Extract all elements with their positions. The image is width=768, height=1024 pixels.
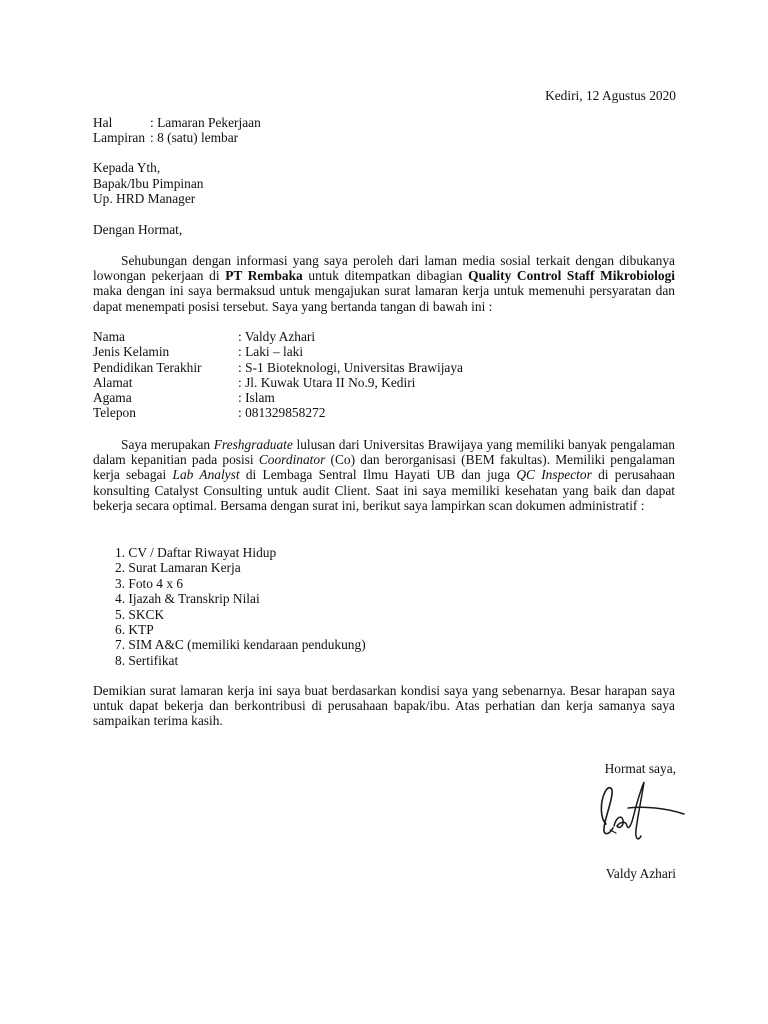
signature-image [596,778,688,846]
identity-label: Jenis Kelamin [93,344,170,359]
list-item: 1. CV / Daftar Riwayat Hidup [115,545,277,560]
intro-text-1: Sehubungan dengan informasi yang saya peroleh dari laman media sosial terkait dengan dibukanya lowongan pekerjaan di [93,253,675,284]
greeting: Dengan Hormat, [93,222,183,237]
intro-paragraph [93,253,675,314]
subject-value: : Lamaran Pekerjaan [150,115,261,130]
attachment-label: Lampiran [93,130,146,145]
identity-row-gender [93,344,303,359]
identity-label: Nama [93,329,125,344]
body-text-a: Saya merupakan [121,437,214,452]
letter-date: Kediri, 12 Agustus 2020 [545,88,676,103]
intro-text-3: maka dengan ini saya bermaksud untuk mengajukan surat lamaran kerja untuk memenuhi persyaratan dan dapat menempati posisi tersebut. Saya yang bertanda tangan di bawah ini : [93,283,675,314]
list-item: 5. SKCK [115,606,165,622]
coordinator-term: Coordinator [258,452,326,468]
body-text-e: di perusahaan konsulting Catalyst Consulting untuk audit Client. Saat ini saya memiliki kesehatan yang baik dan dapat bekerja secara optimal. Bersama dengan surat ini, berikut saya lampirkan scan dokumen administratif : [93,467,676,513]
recipient-line-2: Bapak/Ibu Pimpinan [93,176,204,191]
identity-value: : Laki – laki [238,344,304,359]
freshgraduate-term: Freshgraduate [213,437,293,452]
identity-value: : Jl. Kuwak Utara II No.9, Kediri [238,375,416,390]
recipient-line-3: Up. HRD Manager [93,191,196,206]
identity-label: Pendidikan Terakhir [93,360,202,375]
qc-inspector-term: QC Inspector [516,467,592,483]
list-item: 2. Surat Lamaran Kerja [115,560,241,576]
recipient-line-1: Kepada Yth, [93,160,161,175]
identity-value: : Valdy Azhari [238,329,316,344]
intro-text-2: untuk ditempatkan dibagian [302,268,469,284]
signer-name: Valdy Azhari [605,866,676,881]
attachment-value: : 8 (satu) lembar [150,130,239,145]
company-name: PT Rembaka [225,268,303,284]
identity-label: Alamat [93,375,133,390]
list-item: 8. Sertifikat [115,652,179,668]
identity-value: : S-1 Bioteknologi, Universitas Brawijaya [238,360,464,375]
identity-row-name [93,329,315,344]
list-item: 3. Foto 4 x 6 [115,575,184,591]
experience-paragraph [93,437,675,513]
identity-value: : 081329858272 [238,405,326,420]
body-text-b: lulusan dari Universitas Brawijaya yang memiliki banyak pengalaman dalam kepanitian pada posisi [93,437,675,468]
list-item: 4. Ijazah & Transkrip Nilai [115,591,260,607]
list-item: 6. KTP [115,622,154,638]
identity-row-phone [93,405,325,420]
identity-row-address [93,375,415,390]
closing-paragraph [93,683,675,729]
attachment-list [115,545,366,668]
identity-row-education [93,360,463,375]
identity-value: : Islam [238,390,275,405]
attachment-line [93,130,238,145]
subject-line [93,115,261,130]
identity-row-religion [93,390,275,405]
body-text-c: (Co) dan berorganisasi (BEM fakultas). Memiliki pengalaman kerja sebagai [93,452,675,483]
identity-label: Agama [93,390,132,405]
lab-analyst-term: Lab Analyst [172,467,240,483]
subject-label: Hal [93,115,113,130]
list-item: 7. SIM A&C (memiliki kendaraan pendukung) [115,637,366,653]
identity-label: Telepon [93,405,136,420]
position-name: Quality Control Staff Mikrobiologi [468,268,675,284]
regards: Hormat saya, [604,761,676,776]
closing-text: Demikian surat lamaran kerja ini saya buat berdasarkan kondisi saya yang sebenarnya. Besar harapan saya untuk dapat bekerja dan berkontribusi di perusahaan bapak/ibu. Atas perhatian dan kerja samanya saya sampaikan terima kasih. [93,683,675,729]
body-text-d: di Lembaga Sentral Ilmu Hayati UB dan juga [239,467,517,483]
